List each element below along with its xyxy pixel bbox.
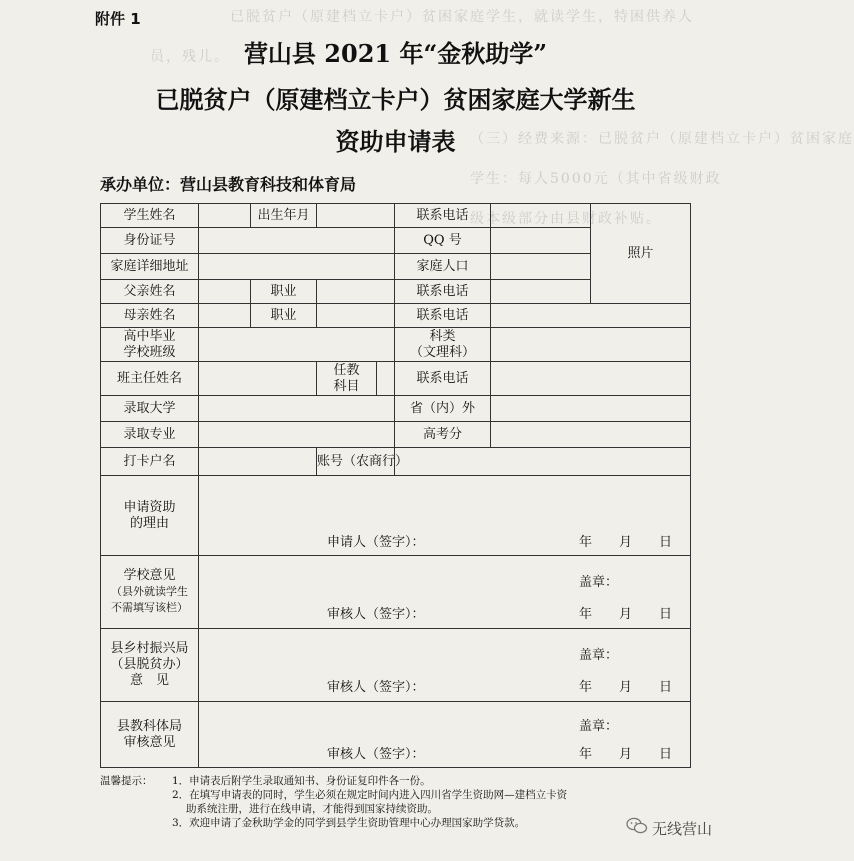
education-bureau-label-line: 县教科体局 [116,718,182,734]
father-name-field[interactable] [199,280,251,304]
year-label: 年 [579,607,593,622]
seal-label: 盖章： [579,575,619,590]
exam-score-label: 高考分 [395,422,491,448]
application-form-table [100,203,691,768]
year-label: 年 [579,680,593,695]
bleed-through-text: 员，残儿。 [150,49,230,65]
teach-subject-label [317,362,377,396]
father-name-label: 父亲姓名 [101,280,199,304]
bleed-through-text: 学生：每人5000元（其中省级财政 [470,171,722,187]
seal-label: 盖章： [579,719,619,734]
attachment-label: 附件 1 [95,10,141,28]
organizer-line: 承办单位：营山县教育科技和体育局 [100,175,357,194]
phone-label: 联系电话 [395,204,491,228]
mother-phone-field[interactable] [491,304,691,328]
card-holder-field[interactable] [199,448,317,476]
day-label: 日 [659,535,673,550]
father-job-label: 职业 [251,280,317,304]
tip-item-1: 1．申请表后附学生录取通知书、身份证复印件各一份。 [172,775,431,787]
subject-type-label [395,328,491,362]
year-label: 年 [579,535,593,550]
bleed-through-text: 已脱贫户（原建档立卡户）贫困家庭学生，就读学生，特困供养人 [230,9,694,25]
teacher-phone-label: 联系电话 [395,362,491,396]
bleed-through-text: （三）经费来源：已脱贫户（原建档立卡户）贫困家庭 [470,131,854,147]
school-opinion-label-line: 学校意见 [123,568,176,583]
reviewer-sign-label: 审核人（签字）： [327,680,425,695]
tip-item-2: 2．在填写申请表的同时，学生必须在规定时间内进入四川省学生资助网—建档立卡资 [172,789,568,801]
phone-field[interactable] [491,204,591,228]
title-line-1: 营山县 2021 年“金秋助学” [243,39,548,68]
rural-bureau-label-line: 意 见 [129,673,169,688]
reviewer-sign-label: 审核人（签字）： [327,607,425,622]
month-label: 月 [619,680,633,695]
title-line-3: 资助申请表 [335,127,456,156]
rural-bureau-opinion-label [101,629,199,702]
reason-label [101,476,199,556]
id-number-label: 身份证号 [101,228,199,254]
subject-type-label-line: 科类 [429,328,456,344]
mother-name-field[interactable] [199,304,251,328]
high-school-label-line: 高中毕业 [123,328,176,344]
bleed-through-text: 级本级部分由县财政补贴。 [470,211,662,227]
month-label: 月 [619,607,633,622]
subject-type-field[interactable] [491,328,691,362]
day-label: 日 [659,607,673,622]
mother-phone-label: 联系电话 [395,304,491,328]
rural-bureau-opinion-field[interactable] [199,629,691,702]
reason-label-line: 申请资助 [123,499,176,515]
reviewer-sign-label: 审核人（签字）： [327,747,425,762]
education-bureau-opinion-field[interactable] [199,702,691,768]
teach-subject-field[interactable] [377,362,395,396]
watermark-text: 无线营山 [652,820,713,838]
tip-item-3: 3．欢迎申请了金秋助学金的同学到县学生资助管理中心办理国家助学贷款。 [172,817,526,829]
id-number-field[interactable] [199,228,395,254]
head-teacher-label: 班主任姓名 [101,362,199,396]
high-school-label [101,328,199,362]
wechat-watermark [652,818,712,839]
mother-job-label: 职业 [251,304,317,328]
day-label: 日 [659,747,673,762]
household-size-label: 家庭人口 [395,254,491,280]
reason-field[interactable] [199,476,691,556]
father-phone-field[interactable] [491,280,591,304]
father-job-field[interactable] [317,280,395,304]
admitted-university-field[interactable] [199,396,395,422]
month-label: 月 [619,535,633,550]
mother-job-field[interactable] [317,304,395,328]
student-name-label: 学生姓名 [101,204,199,228]
high-school-label-line: 学校班级 [123,344,176,360]
birth-date-label: 出生年月 [251,204,317,228]
mother-name-label: 母亲姓名 [101,304,199,328]
school-opinion-field[interactable] [199,556,691,629]
home-address-label: 家庭详细地址 [101,254,199,280]
title-line-2: 已脱贫户（原建档立卡户）贫困家庭大学新生 [155,85,636,114]
reason-label-line: 的理由 [129,515,169,531]
month-label: 月 [619,747,633,762]
province-field[interactable] [491,396,691,422]
teach-subject-label-line: 科目 [333,378,360,394]
exam-score-field[interactable] [491,422,691,448]
subject-type-label-line: （文理科） [409,344,475,360]
province-label: 省（内）外 [395,396,491,422]
rural-bureau-label-line: 县乡村振兴局 [110,641,189,656]
photo-box[interactable]: 照片 [591,204,691,304]
tips-section [100,774,700,830]
card-holder-label: 打卡户名 [101,448,199,476]
rural-bureau-label-line: （县脱贫办） [110,657,189,672]
year-label: 年 [579,747,593,762]
seal-label: 盖章： [579,648,619,663]
education-bureau-opinion-label [101,702,199,768]
day-label: 日 [659,680,673,695]
applicant-sign-label: 申请人（签字）： [327,535,425,550]
teach-subject-label-line: 任教 [333,362,360,378]
account-number-label: 账号（农商行） [317,448,395,476]
admitted-university-label: 录取大学 [101,396,199,422]
school-opinion-label [101,556,199,629]
education-bureau-label-line: 审核意见 [123,734,176,750]
school-opinion-label-line: （县外就读学生 [111,585,188,598]
teacher-phone-field[interactable] [491,362,691,396]
qq-field[interactable] [491,228,591,254]
admitted-major-field[interactable] [199,422,395,448]
tip-item-2-cont: 助系统注册，进行在线申请，才能得到国家持续资助。 [186,803,438,815]
head-teacher-field[interactable] [199,362,317,396]
qq-label: QQ 号 [395,228,491,254]
wechat-icon [626,817,648,835]
admitted-major-label: 录取专业 [101,422,199,448]
tips-label: 温馨提示： [100,775,153,787]
home-address-field[interactable] [199,254,395,280]
father-phone-label: 联系电话 [395,280,491,304]
school-opinion-label-line: 不需填写该栏） [111,601,188,614]
account-number-field[interactable] [395,448,691,476]
student-name-field[interactable] [199,204,251,228]
birth-date-field[interactable] [317,204,395,228]
household-size-field[interactable] [491,254,591,280]
high-school-field[interactable] [199,328,395,362]
